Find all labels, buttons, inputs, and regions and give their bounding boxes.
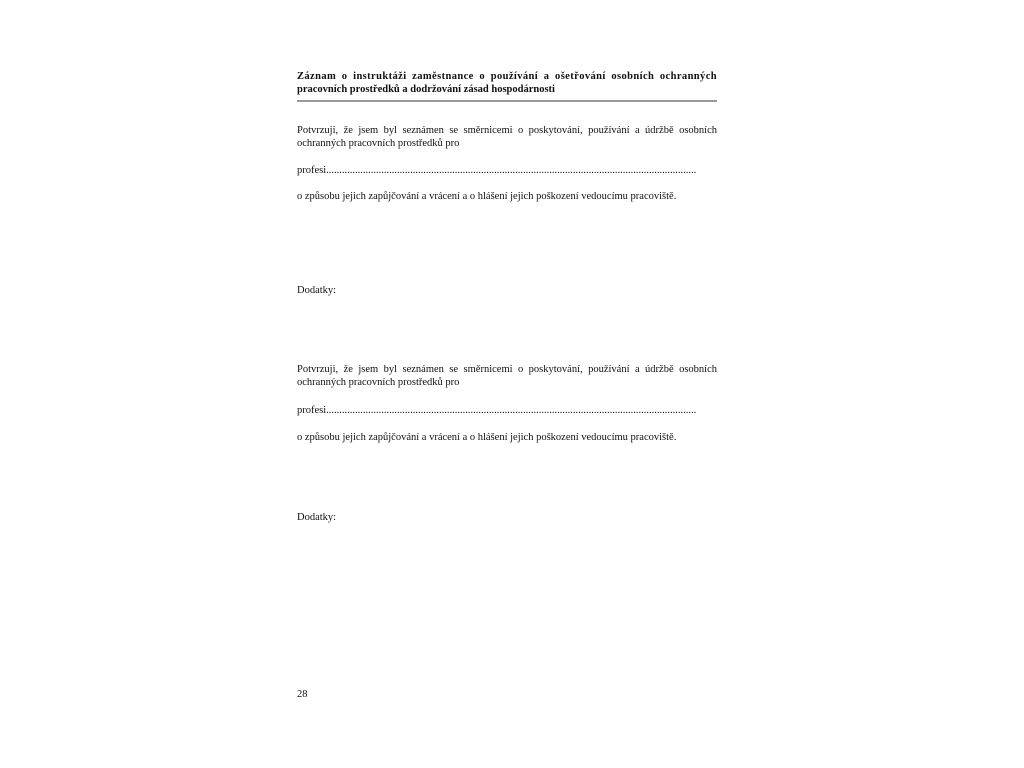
confirmation-paragraph	[297, 363, 717, 389]
heading-line-2: pracovních prostředků a dodržování zásad hospodárnosti	[297, 84, 555, 95]
profession-field: profesi.............................................................................................................................................	[297, 405, 697, 416]
confirmation-line-1: Potvrzuji, že jsem byl seznámen se směrnicemi o poskytování, používání a údržbě osobních	[297, 125, 717, 136]
heading-line-1: Záznam o instruktáži zaměstnance o používání a ošetřování osobních ochranných	[297, 71, 717, 82]
addenda-label: Dodatky:	[297, 285, 337, 296]
confirmation-paragraph	[297, 124, 717, 150]
page-heading	[297, 70, 717, 96]
confirmation-line-2: ochranných pracovních prostředků pro	[297, 377, 460, 388]
lending-sentence: o způsobu jejich zapůjčování a vrácení a o hlášení jejich poškození vedoucímu pracoviště.	[297, 432, 677, 443]
lending-sentence: o způsobu jejich zapůjčování a vrácení a o hlášení jejich poškození vedoucímu pracoviště.	[297, 191, 677, 202]
page-number: 28	[297, 689, 308, 700]
confirmation-line-2: ochranných pracovních prostředků pro	[297, 138, 460, 149]
profession-field: profesi.............................................................................................................................................	[297, 165, 697, 176]
heading-divider	[297, 100, 717, 102]
confirmation-line-1: Potvrzuji, že jsem byl seznámen se směrnicemi o poskytování, používání a údržbě osobních	[297, 364, 717, 375]
addenda-label: Dodatky:	[297, 512, 337, 523]
